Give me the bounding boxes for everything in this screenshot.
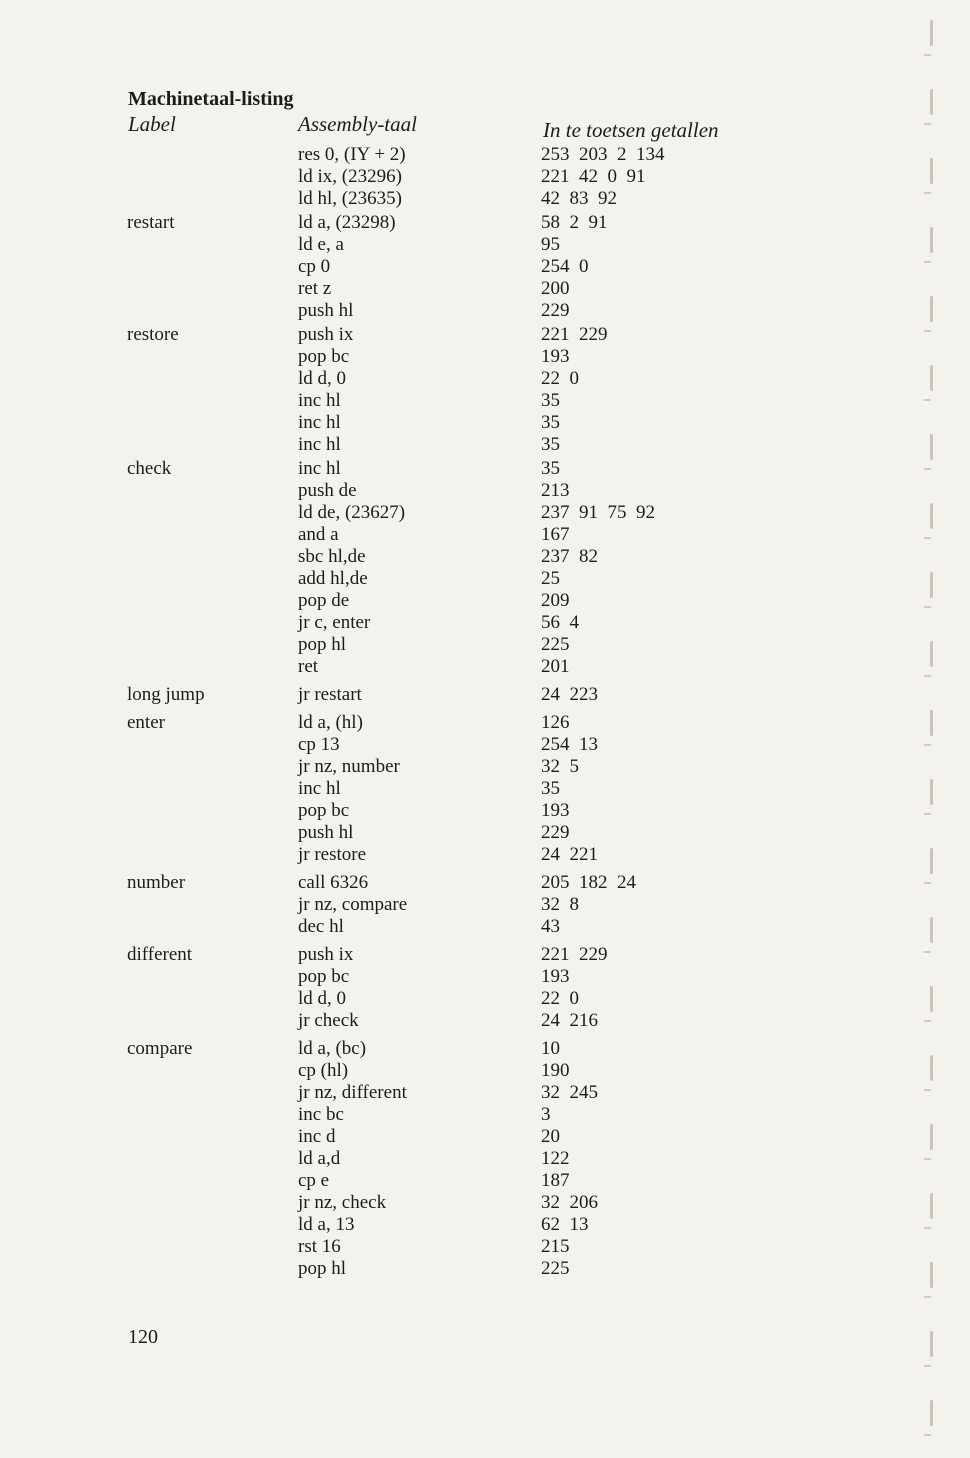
row-assembly: inc hl <box>298 434 341 455</box>
row-numbers: 193 <box>541 966 570 987</box>
binding-ring <box>930 917 933 943</box>
row-assembly: inc hl <box>298 412 341 433</box>
row-numbers: 58 2 91 <box>541 212 608 233</box>
binding-ring <box>930 503 933 529</box>
table-row <box>0 234 970 256</box>
row-assembly: call 6326 <box>298 872 369 893</box>
binding-ring <box>930 641 933 667</box>
row-numbers: 95 <box>541 234 560 255</box>
row-numbers: 32 5 <box>541 756 579 777</box>
row-numbers: 225 <box>541 634 570 655</box>
row-numbers: 209 <box>541 590 570 611</box>
row-label: check <box>127 458 172 479</box>
row-assembly: ld a,d <box>298 1148 341 1169</box>
table-row <box>0 712 970 734</box>
table-row <box>0 634 970 656</box>
row-numbers: 35 <box>541 458 560 479</box>
row-numbers: 126 <box>541 712 570 733</box>
table-row <box>0 1082 970 1104</box>
binding-ring <box>930 779 933 805</box>
row-numbers: 205 182 24 <box>541 872 636 893</box>
binding-ring <box>930 572 933 598</box>
row-numbers: 237 91 75 92 <box>541 502 655 523</box>
row-numbers: 43 <box>541 916 560 937</box>
row-numbers: 221 229 <box>541 324 608 345</box>
row-assembly: jr nz, different <box>298 1082 407 1103</box>
row-assembly: jr check <box>298 1010 359 1031</box>
row-numbers: 35 <box>541 390 560 411</box>
row-assembly: ld d, 0 <box>298 988 347 1009</box>
row-numbers: 24 221 <box>541 844 598 865</box>
table-row <box>0 944 970 966</box>
binding-tick <box>924 468 931 470</box>
row-numbers: 35 <box>541 778 560 799</box>
table-row <box>0 1038 970 1060</box>
column-header-assembly: Assembly-taal <box>298 112 417 136</box>
binding-tick <box>924 1296 931 1298</box>
table-row <box>0 390 970 412</box>
row-assembly: jr restart <box>298 684 362 705</box>
binding-ring <box>930 434 933 460</box>
row-assembly: ld d, 0 <box>298 368 347 389</box>
table-row <box>0 278 970 300</box>
table-row <box>0 1148 970 1170</box>
column-header-label: Label <box>128 112 176 136</box>
row-assembly: inc bc <box>298 1104 344 1125</box>
row-assembly: push ix <box>298 324 354 345</box>
binding-tick <box>924 1227 931 1229</box>
row-assembly: cp (hl) <box>298 1060 349 1081</box>
row-assembly: inc d <box>298 1126 336 1147</box>
binding-ring <box>930 848 933 874</box>
row-assembly: and a <box>298 524 339 545</box>
row-numbers: 253 203 2 134 <box>541 144 665 165</box>
table-row <box>0 916 970 938</box>
table-row <box>0 256 970 278</box>
row-assembly: push ix <box>298 944 354 965</box>
row-numbers: 62 13 <box>541 1214 589 1235</box>
row-assembly: cp 0 <box>298 256 331 277</box>
table-row <box>0 502 970 524</box>
binding-ring <box>930 227 933 253</box>
row-numbers: 24 223 <box>541 684 598 705</box>
row-assembly: pop bc <box>298 346 350 367</box>
table-row <box>0 800 970 822</box>
row-numbers: 22 0 <box>541 988 579 1009</box>
table-row <box>0 1258 970 1280</box>
row-numbers: 35 <box>541 412 560 433</box>
row-numbers: 200 <box>541 278 570 299</box>
row-label: different <box>127 944 193 965</box>
table-row <box>0 1060 970 1082</box>
table-row <box>0 412 970 434</box>
table-row <box>0 1104 970 1126</box>
row-numbers: 56 4 <box>541 612 579 633</box>
row-numbers: 215 <box>541 1236 570 1257</box>
row-assembly: ret <box>298 656 319 677</box>
row-numbers: 201 <box>541 656 570 677</box>
row-numbers: 213 <box>541 480 570 501</box>
binding-tick <box>924 1020 931 1022</box>
row-assembly: cp e <box>298 1170 330 1191</box>
row-numbers: 20 <box>541 1126 560 1147</box>
binding-tick <box>924 123 931 125</box>
binding-tick <box>924 330 931 332</box>
row-assembly: inc hl <box>298 458 341 479</box>
table-row <box>0 1126 970 1148</box>
table-row <box>0 966 970 988</box>
binding-ring <box>930 1193 933 1219</box>
row-assembly: ld a, 13 <box>298 1214 355 1235</box>
row-assembly: push de <box>298 480 357 501</box>
binding-tick <box>924 261 931 263</box>
ring-binding <box>924 0 944 1458</box>
row-numbers: 229 <box>541 300 570 321</box>
binding-tick <box>924 1089 931 1091</box>
row-numbers: 193 <box>541 346 570 367</box>
table-row <box>0 434 970 456</box>
row-numbers: 167 <box>541 524 570 545</box>
row-numbers: 10 <box>541 1038 560 1059</box>
row-assembly: ld a, (bc) <box>298 1038 367 1059</box>
row-numbers: 35 <box>541 434 560 455</box>
binding-tick <box>924 192 931 194</box>
row-assembly: jr nz, compare <box>298 894 408 915</box>
row-assembly: ret z <box>298 278 332 299</box>
binding-ring <box>930 1055 933 1081</box>
row-assembly: push hl <box>298 300 354 321</box>
table-row <box>0 872 970 894</box>
row-numbers: 254 0 <box>541 256 589 277</box>
row-assembly: ld hl, (23635) <box>298 188 402 209</box>
row-assembly: ld ix, (23296) <box>298 166 402 187</box>
table-row <box>0 822 970 844</box>
table-row <box>0 212 970 234</box>
row-label: enter <box>127 712 165 733</box>
row-numbers: 190 <box>541 1060 570 1081</box>
table-row <box>0 1214 970 1236</box>
binding-tick <box>924 744 931 746</box>
binding-ring <box>930 1124 933 1150</box>
row-assembly: jr restore <box>298 844 367 865</box>
table-row <box>0 1236 970 1258</box>
binding-ring <box>930 296 933 322</box>
binding-tick <box>924 606 931 608</box>
binding-ring <box>930 20 933 46</box>
row-assembly: pop bc <box>298 966 350 987</box>
row-assembly: push hl <box>298 822 354 843</box>
table-row <box>0 324 970 346</box>
table-row <box>0 524 970 546</box>
listing-heading: Machinetaal-listing <box>128 88 294 110</box>
row-assembly: jr nz, number <box>298 756 400 777</box>
row-numbers: 25 <box>541 568 560 589</box>
table-row <box>0 188 970 210</box>
row-assembly: res 0, (IY + 2) <box>298 144 406 165</box>
binding-tick <box>924 537 931 539</box>
table-row <box>0 778 970 800</box>
table-row <box>0 368 970 390</box>
column-header-numbers: In te toetsen getallen <box>543 118 719 142</box>
row-numbers: 32 8 <box>541 894 579 915</box>
row-assembly: sbc hl,de <box>298 546 366 567</box>
binding-ring <box>930 365 933 391</box>
binding-tick <box>924 882 931 884</box>
table-row <box>0 300 970 322</box>
row-label: number <box>127 872 186 893</box>
binding-ring <box>930 710 933 736</box>
table-row <box>0 1010 970 1032</box>
table-row <box>0 612 970 634</box>
row-numbers: 225 <box>541 1258 570 1279</box>
binding-ring <box>930 89 933 115</box>
table-row <box>0 988 970 1010</box>
binding-tick <box>924 813 931 815</box>
row-assembly: add hl,de <box>298 568 368 589</box>
table-row <box>0 1192 970 1214</box>
table-row <box>0 568 970 590</box>
row-numbers: 237 82 <box>541 546 598 567</box>
table-row <box>0 684 970 706</box>
row-numbers: 187 <box>541 1170 570 1191</box>
table-row <box>0 756 970 778</box>
binding-tick <box>924 1434 931 1436</box>
table-row <box>0 458 970 480</box>
binding-tick <box>924 951 931 953</box>
binding-ring <box>930 1400 933 1426</box>
row-assembly: jr nz, check <box>298 1192 387 1213</box>
row-assembly: ld de, (23627) <box>298 502 406 523</box>
binding-ring <box>930 158 933 184</box>
row-assembly: ld a, (23298) <box>298 212 396 233</box>
binding-tick <box>924 675 931 677</box>
row-assembly: dec hl <box>298 916 344 937</box>
row-numbers: 3 <box>541 1104 551 1125</box>
table-row <box>0 734 970 756</box>
row-assembly: jr c, enter <box>298 612 371 633</box>
row-label: restart <box>127 212 175 233</box>
table-row <box>0 894 970 916</box>
row-numbers: 24 216 <box>541 1010 598 1031</box>
table-row <box>0 656 970 678</box>
row-assembly: pop hl <box>298 1258 347 1279</box>
row-numbers: 32 206 <box>541 1192 598 1213</box>
binding-tick <box>924 54 931 56</box>
row-numbers: 122 <box>541 1148 570 1169</box>
row-assembly: inc hl <box>298 778 341 799</box>
row-numbers: 22 0 <box>541 368 579 389</box>
row-numbers: 221 42 0 91 <box>541 166 646 187</box>
row-label: long jump <box>127 684 205 705</box>
table-row <box>0 844 970 866</box>
row-assembly: cp 13 <box>298 734 340 755</box>
page-number: 120 <box>128 1326 158 1348</box>
table-row <box>0 1170 970 1192</box>
row-assembly: pop bc <box>298 800 350 821</box>
row-assembly: pop hl <box>298 634 347 655</box>
table-row <box>0 144 970 166</box>
row-numbers: 193 <box>541 800 570 821</box>
row-numbers: 229 <box>541 822 570 843</box>
binding-ring <box>930 986 933 1012</box>
row-assembly: inc hl <box>298 390 341 411</box>
row-numbers: 221 229 <box>541 944 608 965</box>
binding-ring <box>930 1331 933 1357</box>
row-numbers: 254 13 <box>541 734 598 755</box>
table-row <box>0 590 970 612</box>
binding-ring <box>930 1262 933 1288</box>
table-row <box>0 166 970 188</box>
binding-tick <box>924 399 931 401</box>
row-numbers: 42 83 92 <box>541 188 617 209</box>
table-row <box>0 480 970 502</box>
row-assembly: ld a, (hl) <box>298 712 363 733</box>
row-assembly: rst 16 <box>298 1236 341 1257</box>
row-label: compare <box>127 1038 193 1059</box>
binding-tick <box>924 1158 931 1160</box>
row-label: restore <box>127 324 179 345</box>
binding-tick <box>924 1365 931 1367</box>
row-assembly: pop de <box>298 590 350 611</box>
table-row <box>0 546 970 568</box>
row-numbers: 32 245 <box>541 1082 598 1103</box>
row-assembly: ld e, a <box>298 234 344 255</box>
table-row <box>0 346 970 368</box>
